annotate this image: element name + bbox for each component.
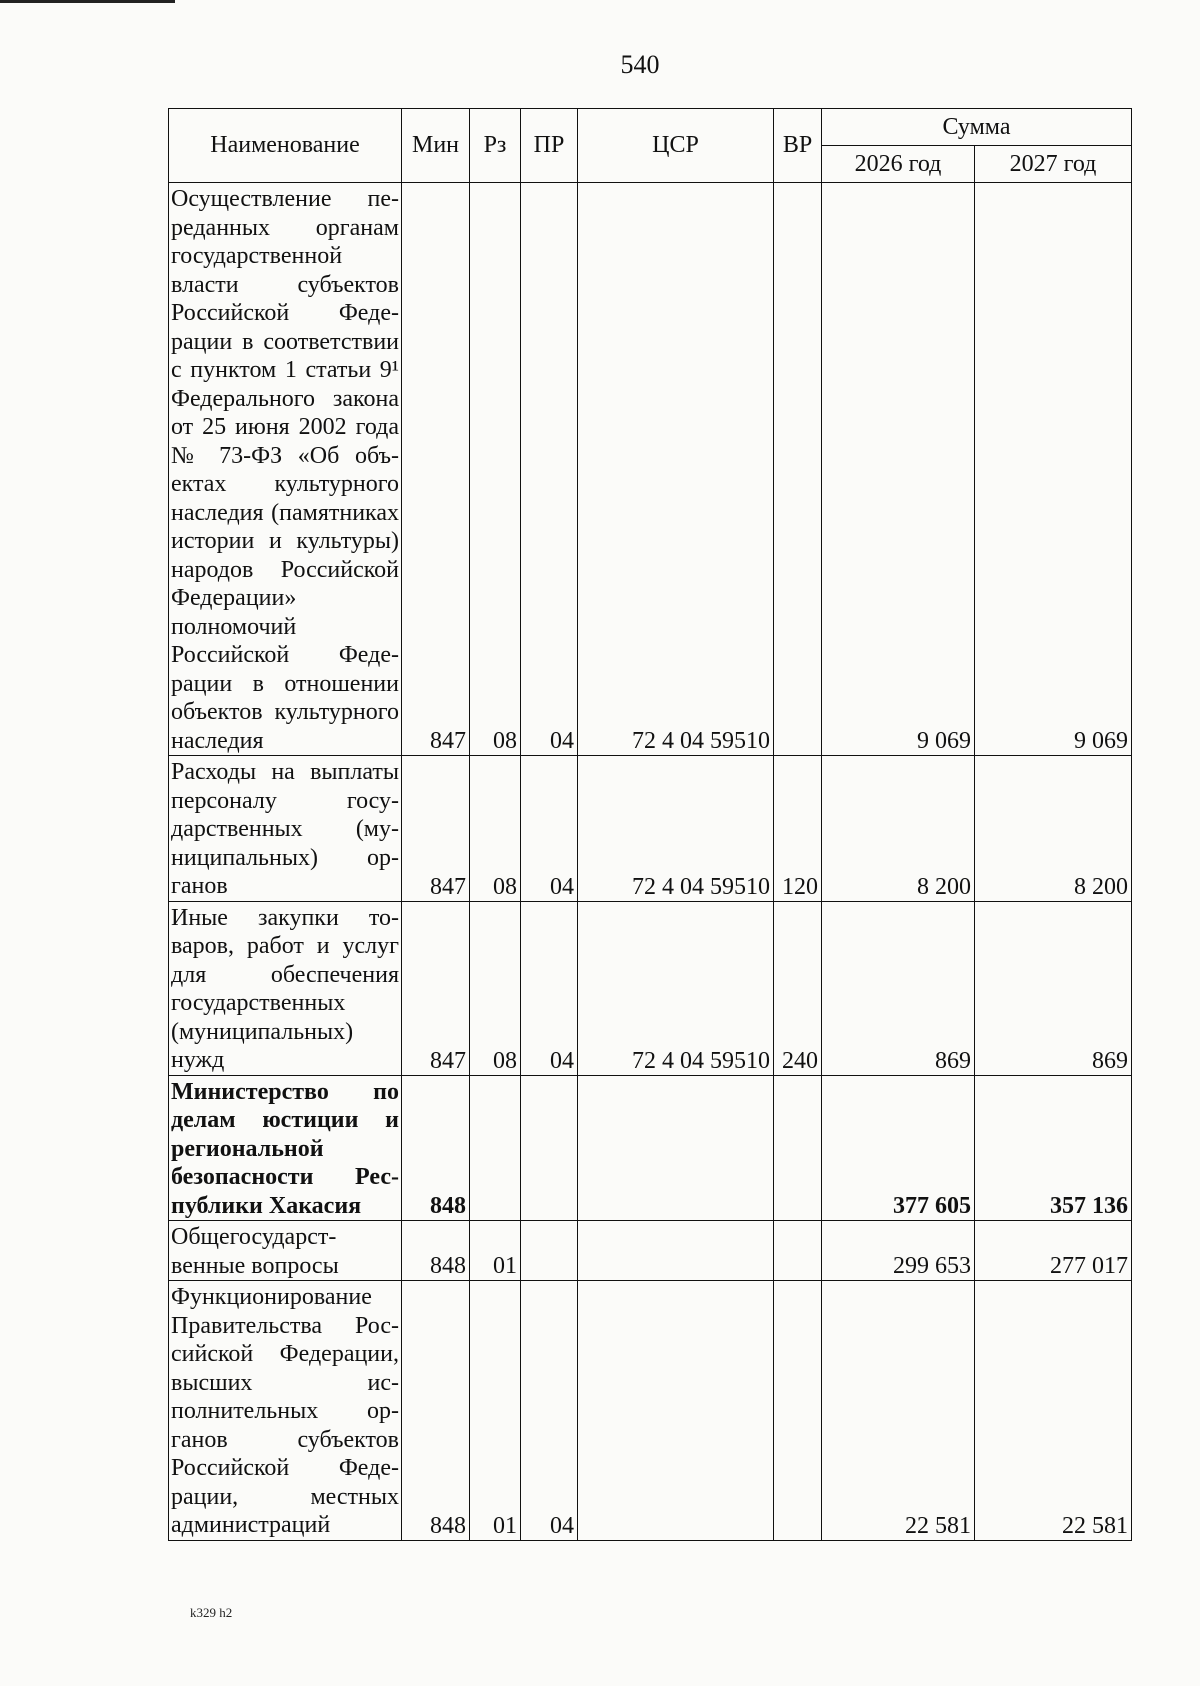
- cell-rz: 01: [470, 1221, 521, 1281]
- cell-min: 848: [402, 1075, 470, 1221]
- cell-rz: 08: [470, 901, 521, 1075]
- header-year-2027: 2027 год: [975, 146, 1132, 183]
- cell-min: 847: [402, 756, 470, 902]
- cell-csr: [578, 1221, 774, 1281]
- cell-y2026: 377 605: [822, 1075, 975, 1221]
- scan-mark: [0, 0, 175, 3]
- cell-vr: [774, 1281, 822, 1541]
- table-header: [169, 109, 1132, 183]
- cell-csr: 72 4 04 59510: [578, 756, 774, 902]
- cell-vr: 240: [774, 901, 822, 1075]
- cell-vr: [774, 1075, 822, 1221]
- table-row: [169, 1221, 1132, 1281]
- cell-y2026: 869: [822, 901, 975, 1075]
- table-row: [169, 756, 1132, 902]
- table-row: [169, 1281, 1132, 1541]
- cell-min: 848: [402, 1221, 470, 1281]
- cell-name: Министерство по делам юстиции и региональной безопасности Республики Хакасия: [169, 1075, 402, 1221]
- cell-min: 848: [402, 1281, 470, 1541]
- cell-name: Осуществление переданных органам государственной власти субъектов Российской Федерации в соответствии с пунктом 1 статьи 9¹ Федерального закона от 25 июня 2002 года № 73-ФЗ «Об объектах культурного наследия (памятниках истории и культуры) народов Российской Федерации» полномочий Российской Федерации в отношении объектов культурного наследия: [169, 183, 402, 756]
- cell-rz: 08: [470, 756, 521, 902]
- cell-y2027: 277 017: [975, 1221, 1132, 1281]
- header-rz: Рз: [470, 109, 521, 183]
- table-body: [169, 183, 1132, 1541]
- cell-vr: [774, 183, 822, 756]
- cell-name: Расходы на выплаты персоналу государственных (муниципальных) органов: [169, 756, 402, 902]
- header-sum: Сумма: [822, 109, 1132, 146]
- cell-y2026: 9 069: [822, 183, 975, 756]
- cell-rz: [470, 1075, 521, 1221]
- page-number: 540: [620, 50, 660, 79]
- footer-code: k329 h2: [190, 1605, 233, 1620]
- cell-pr: [521, 1221, 578, 1281]
- cell-name: Иные закупки товаров, работ и услуг для обеспечения государственных (муниципальных) нужд: [169, 901, 402, 1075]
- cell-rz: 08: [470, 183, 521, 756]
- cell-y2026: 22 581: [822, 1281, 975, 1541]
- cell-vr: [774, 1221, 822, 1281]
- cell-vr: 120: [774, 756, 822, 902]
- cell-pr: 04: [521, 756, 578, 902]
- header-name: Наименование: [169, 109, 402, 183]
- cell-min: 847: [402, 183, 470, 756]
- header-year-2026: 2026 год: [822, 146, 975, 183]
- cell-y2027: 357 136: [975, 1075, 1132, 1221]
- cell-csr: [578, 1075, 774, 1221]
- cell-name: Функционирование Правительства Российской Федерации, высших исполнительных органов субъектов Российской Федерации, местных администраций: [169, 1281, 402, 1541]
- cell-pr: 04: [521, 183, 578, 756]
- cell-y2026: 8 200: [822, 756, 975, 902]
- cell-min: 847: [402, 901, 470, 1075]
- cell-name: Общегосударственные вопросы: [169, 1221, 402, 1281]
- cell-csr: 72 4 04 59510: [578, 901, 774, 1075]
- cell-pr: 04: [521, 901, 578, 1075]
- table-row: [169, 183, 1132, 756]
- cell-pr: 04: [521, 1281, 578, 1541]
- table-row: [169, 1075, 1132, 1221]
- header-csr: ЦСР: [578, 109, 774, 183]
- header-pr: ПР: [521, 109, 578, 183]
- table-row: [169, 901, 1132, 1075]
- cell-y2027: 22 581: [975, 1281, 1132, 1541]
- cell-rz: 01: [470, 1281, 521, 1541]
- cell-pr: [521, 1075, 578, 1221]
- cell-csr: 72 4 04 59510: [578, 183, 774, 756]
- cell-y2027: 9 069: [975, 183, 1132, 756]
- cell-y2026: 299 653: [822, 1221, 975, 1281]
- header-min: Мин: [402, 109, 470, 183]
- header-vr: ВР: [774, 109, 822, 183]
- cell-y2027: 869: [975, 901, 1132, 1075]
- cell-csr: [578, 1281, 774, 1541]
- budget-table: [168, 108, 1132, 1541]
- cell-y2027: 8 200: [975, 756, 1132, 902]
